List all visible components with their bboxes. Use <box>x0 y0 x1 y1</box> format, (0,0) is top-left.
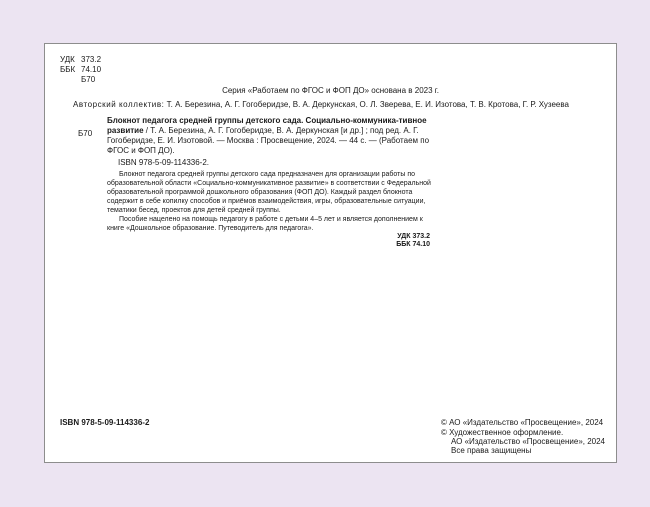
authors-label: Авторский коллектив: <box>73 100 165 109</box>
book-title: Блокнот педагога средней группы детского сада. Социально-коммуника-тивное развитие <box>107 116 427 135</box>
udk-label: УДК <box>60 55 75 64</box>
authors-line <box>73 100 569 110</box>
copyright-line-3: АО «Издательство «Просвещение», 2024 <box>451 437 606 446</box>
bbk-label: ББК <box>60 65 76 74</box>
udk-value: 373.2 <box>81 55 102 64</box>
footer-isbn: ISBN 978-5-09-114336-2 <box>60 418 150 427</box>
catalog-entry <box>107 116 447 156</box>
catalog-bbk: ББК 74.10 <box>396 241 430 248</box>
author-mark: Б70 <box>81 75 96 84</box>
annotation-paragraph-1: Блокнот педагога средней группы детского сада предназначен для организации работы по образовательной области «Социально-коммуникативное развитие» в соответствии с Федеральной образовательной программой дошкольного образования (ФОП ДО). Каждый раздел блокнота содержит в себе копилку способов и приёмов взаимодействия, игры, образовательные ситуации, тематики бесед, проектов для детей средней группы. <box>107 171 431 214</box>
annotation <box>107 170 434 233</box>
series-line: Серия «Работаем по ФГОС и ФОП ДО» основана в 2023 г. <box>222 86 439 95</box>
copyright-line-1: © АО «Издательство «Просвещение», 2024 <box>441 418 604 427</box>
copyright-line-4: Все права защищены <box>451 446 532 455</box>
annotation-paragraph-2: Пособие нацелено на помощь педагогу в работе с детьми 4–5 лет и является дополнением к книге «Дошкольное образование. Путеводитель для педагога». <box>107 216 423 232</box>
authors-names: Т. А. Березина, А. Г. Гогоберидзе, В. А. Деркунская, О. Л. Зверева, Е. И. Изотова, Т. В. Кротова, Г. Р. Хузеева <box>166 100 569 109</box>
catalog-udk: УДК 373.2 <box>397 233 430 240</box>
book-description: / Т. А. Березина, А. Г. Гогоберидзе, В. А. Деркунская [и др.] ; под ред. А. Г. Гогоберидзе, Е. И. Изотовой. — Москва : Просвещение, 2024. — 44 с. — (Работаем по ФГОС и ФОП ДО). <box>107 126 430 155</box>
bbk-value: 74.10 <box>81 65 102 74</box>
catalog-isbn: ISBN 978-5-09-114336-2. <box>118 158 210 167</box>
catalog-mark: Б70 <box>78 129 93 138</box>
imprint-page <box>44 43 617 463</box>
copyright-line-2: © Художественное оформление. <box>441 428 564 437</box>
